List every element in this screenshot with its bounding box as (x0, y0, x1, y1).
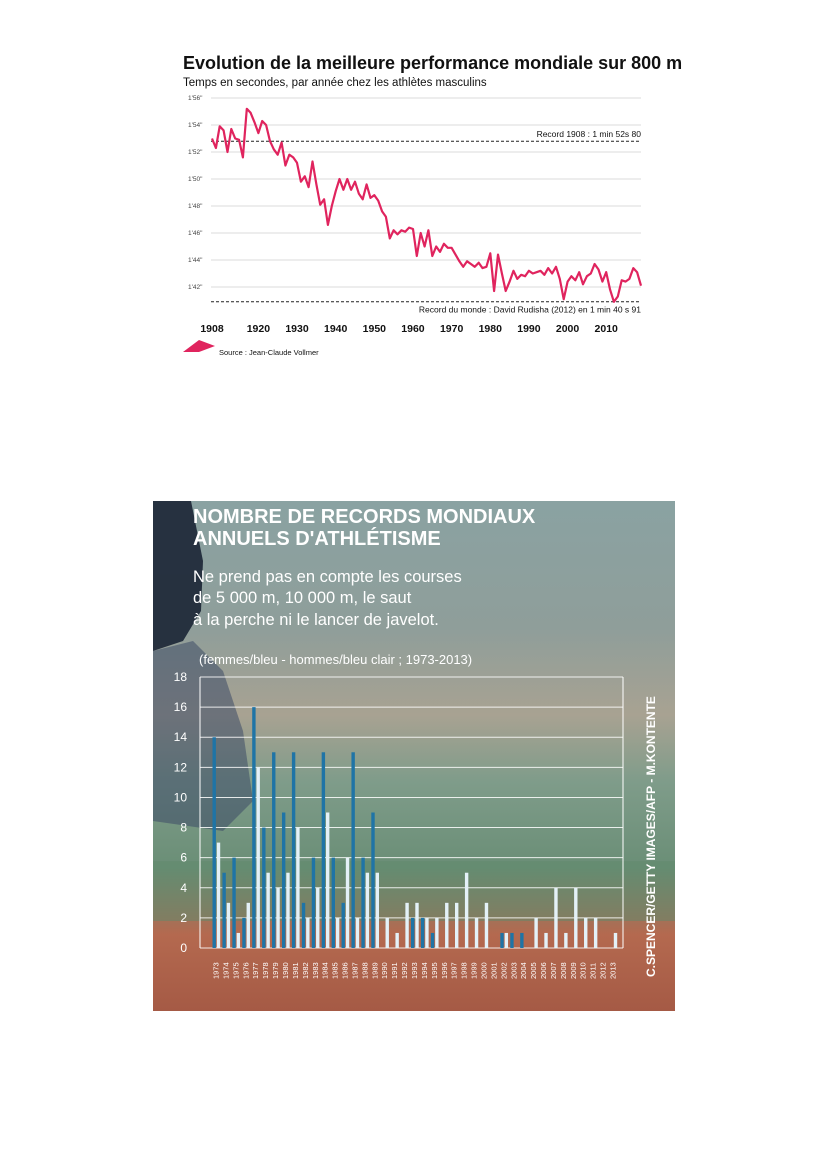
chart1-subtitle: Temps en secondes, par année chez les athlètes masculins (183, 77, 487, 89)
chart2-x-tick-label: 1995 (429, 962, 439, 979)
chart2-x-tick-label: 1976 (241, 962, 251, 979)
chart1-x-tick-label: 1950 (362, 323, 387, 335)
chart1-source: Source : Jean-Claude Vollmer (219, 348, 319, 357)
chart2-x-tick-label: 1993 (410, 962, 419, 979)
chart2-x-tick-label: 2004 (519, 962, 529, 979)
chart1-x-tick-label: 1980 (478, 323, 502, 335)
chart2-x-tick-label: 1985 (330, 962, 340, 979)
performance-line-chart (0, 0, 828, 370)
chart2-bar-men (306, 918, 309, 948)
chart2-bar-men (316, 888, 319, 948)
chart2-x-tick-label: 2013 (608, 962, 618, 979)
chart2-bar-men (366, 873, 369, 948)
chart1-x-tick-label: 1990 (517, 323, 541, 335)
chart2-title-line2: ANNUELS D'ATHLÉTISME (193, 528, 441, 550)
chart2-bar-men (574, 888, 577, 948)
chart2-bar-women (322, 752, 325, 948)
chart1-x-tick-label: 1920 (246, 323, 271, 335)
chart2-x-tick-label: 1998 (459, 962, 469, 979)
chart2-bar-men (544, 933, 547, 948)
chart1-y-tick-label: 1'50" (188, 176, 203, 183)
chart2-x-tick-label: 2011 (588, 962, 598, 979)
chart2-bar-men (445, 903, 448, 948)
chart2-bar-men (326, 813, 329, 949)
chart2-y-tick-label: 18 (173, 670, 187, 684)
chart2-subtitle-line2: de 5 000 m, 10 000 m, le saut (193, 589, 412, 607)
chart2-bar-men (415, 903, 418, 948)
chart2-bar-women (272, 752, 275, 948)
chart2-bar-men (356, 918, 359, 948)
chart1-y-tick-label: 1'46" (188, 230, 203, 237)
chart2-x-tick-label: 2000 (479, 962, 489, 979)
chart2-subtitle-line1: Ne prend pas en compte les courses (193, 568, 462, 586)
chart2-bar-women (262, 828, 265, 948)
chart2-bar-men (257, 767, 260, 948)
chart2-x-tick-label: 1991 (390, 962, 400, 979)
chart1-gridlines (211, 98, 641, 287)
chart2-bar-women (282, 813, 285, 949)
chart2-bar-women (222, 873, 225, 948)
chart2-bar-men (346, 858, 349, 948)
chart2-x-tick-label: 1999 (469, 962, 479, 979)
chart1-annotation-label: Record du monde : David Rudisha (2012) en 1 min 40 s 91 (418, 304, 641, 315)
chart2-y-tick-label: 8 (180, 820, 187, 835)
chart1-y-tick-label: 1'44" (188, 257, 203, 264)
chart1-x-tick-label: 2010 (594, 323, 618, 335)
chart2-bar-men (425, 918, 428, 948)
chart2-x-tick-label: 2007 (549, 962, 558, 979)
chart1-title: Evolution de la meilleure performance mondiale sur 800 m (183, 53, 683, 73)
chart2-bar-women (421, 918, 424, 948)
chart2-y-tick-label: 2 (180, 910, 187, 925)
chart2-bar-men (237, 933, 240, 948)
chart2-x-tick-label: 1975 (231, 962, 241, 979)
chart2-x-tick-label: 2003 (509, 962, 519, 979)
chart2-bar-men (594, 918, 597, 948)
chart2-bar-men (386, 918, 389, 948)
chart1-annotation-label: Record 1908 : 1 min 52s 80 (536, 129, 641, 140)
chart2-legend: (femmes/bleu - hommes/bleu clair ; 1973-2013) (199, 652, 473, 667)
chart2-bar-men (614, 933, 617, 948)
chart2-x-tick-label: 1988 (360, 962, 370, 979)
chart2-bar-women (242, 918, 245, 948)
chart2-bar-women (431, 933, 434, 948)
chart2-subtitle-line3: à la perche ni le lancer de javelot. (193, 611, 439, 629)
chart2-bar-women (312, 858, 315, 948)
records-bar-chart (153, 501, 675, 1011)
chart2-bar-men (247, 903, 250, 948)
chart2-y-tick-label: 16 (173, 700, 187, 715)
chart2-x-tick-label: 2012 (598, 962, 608, 979)
chart2-x-tick-label: 1979 (271, 962, 281, 979)
chart1-x-tick-label: 1970 (439, 323, 464, 335)
chart2-x-tick-label: 1984 (320, 962, 330, 979)
chart2-bar-men (435, 918, 438, 948)
chart1-y-tick-label: 1'54" (188, 122, 203, 129)
chart1-x-tick-label: 1940 (323, 323, 348, 335)
chart2-bar-men (475, 918, 478, 948)
chart2-x-tick-label: 1983 (310, 962, 320, 979)
chart1-x-tick-label: 1960 (401, 323, 425, 335)
chart2-x-tick-label: 1981 (290, 962, 300, 979)
chart1-y-tick-label: 1'42" (188, 284, 203, 291)
chart2-bar-men (485, 903, 488, 948)
chart2-bar-men (276, 888, 279, 948)
chart2-x-tick-label: 1996 (439, 962, 449, 979)
chart2-y-tick-label: 12 (173, 760, 187, 775)
chart2-bar-men (296, 828, 299, 948)
chart2-bar-men (455, 903, 458, 948)
chart2-x-tick-label: 1980 (281, 962, 290, 979)
chart2-bar-men (564, 933, 567, 948)
chart1-y-axis (188, 95, 203, 291)
chart2-x-tick-label: 2001 (489, 962, 499, 979)
chart2-bar-men (465, 873, 468, 948)
chart2-bar-men (286, 873, 289, 948)
chart2-bar-women (361, 858, 364, 948)
chart2-x-tick-label: 2010 (578, 962, 588, 979)
chart2-x-tick-label: 2005 (529, 962, 539, 979)
chart2-x-tick-label: 1977 (251, 962, 261, 979)
chart1-y-tick-label: 1'52" (188, 149, 203, 156)
chart2-x-tick-label: 2002 (499, 962, 509, 979)
chart2-x-tick-label: 1990 (380, 962, 390, 979)
chart2-bar-men (505, 933, 508, 948)
chart2-bar-men (554, 888, 557, 948)
chart2-x-tick-label: 1987 (350, 962, 360, 979)
chart2-y-tick-label: 14 (173, 730, 187, 745)
chart1-y-tick-label: 1'56" (188, 95, 203, 102)
chart2-x-tick-label: 1974 (221, 962, 231, 979)
chart2-y-tick-label: 10 (173, 790, 187, 805)
chart2-x-tick-label: 2006 (539, 962, 548, 979)
chart1-x-tick-label: 1908 (200, 323, 224, 335)
chart2-y-tick-label: 6 (180, 850, 187, 865)
chart2-y-tick-label: 4 (180, 880, 187, 895)
chart2-bar-women (371, 813, 374, 949)
chart2-x-tick-label: 1992 (400, 962, 410, 979)
chart2-bar-men (584, 918, 587, 948)
chart2-x-tick-label: 1982 (300, 962, 310, 979)
chart2-x-tick-label: 1994 (419, 962, 429, 979)
chart2-bar-men (266, 873, 269, 948)
chart2-bar-men (336, 918, 339, 948)
chart2-bar-men (395, 933, 398, 948)
chart2-bar-women (500, 933, 503, 948)
chart2-bar-men (405, 903, 408, 948)
chart2-title-line1: NOMBRE DE RECORDS MONDIAUX (193, 506, 536, 528)
chart1-x-tick-label: 1930 (285, 323, 309, 335)
chart2-x-tick-label: 1997 (449, 962, 459, 979)
chart2-bar-men (376, 873, 379, 948)
chart2-y-tick-label: 0 (180, 941, 187, 955)
chart1-y-tick-label: 1'48" (188, 203, 203, 210)
chart2-bar-women (411, 918, 414, 948)
chart2-bar-women (520, 933, 523, 948)
chart2-bar-men (227, 903, 230, 948)
track-band (153, 861, 675, 921)
chart2-bar-men (217, 843, 220, 948)
source-marker-icon (183, 340, 215, 352)
chart2-credit: C.SPENCER/GETTY IMAGES/AFP - M.KONTENTE (644, 696, 658, 977)
records-bar-chart-panel (153, 501, 675, 1011)
chart2-x-tick-label: 1973 (211, 962, 221, 979)
chart2-bar-women (232, 858, 235, 948)
chart2-x-tick-label: 1978 (261, 962, 271, 979)
chart2-x-tick-label: 2009 (568, 962, 578, 979)
chart2-bar-women (351, 752, 354, 948)
chart1-x-tick-label: 2000 (555, 323, 580, 335)
chart1-x-axis (200, 323, 618, 335)
chart2-bar-women (510, 933, 513, 948)
chart2-bar-women (302, 903, 305, 948)
chart2-x-tick-label: 2008 (558, 962, 568, 979)
chart2-bar-women (332, 858, 335, 948)
chart2-bar-women (342, 903, 345, 948)
chart2-bar-women (252, 707, 255, 948)
chart2-bar-women (292, 752, 295, 948)
chart2-bar-men (534, 918, 537, 948)
chart2-x-axis (212, 962, 618, 979)
chart2-x-tick-label: 1989 (370, 962, 380, 979)
chart2-x-tick-label: 1986 (340, 962, 350, 979)
chart2-bar-women (213, 737, 216, 948)
